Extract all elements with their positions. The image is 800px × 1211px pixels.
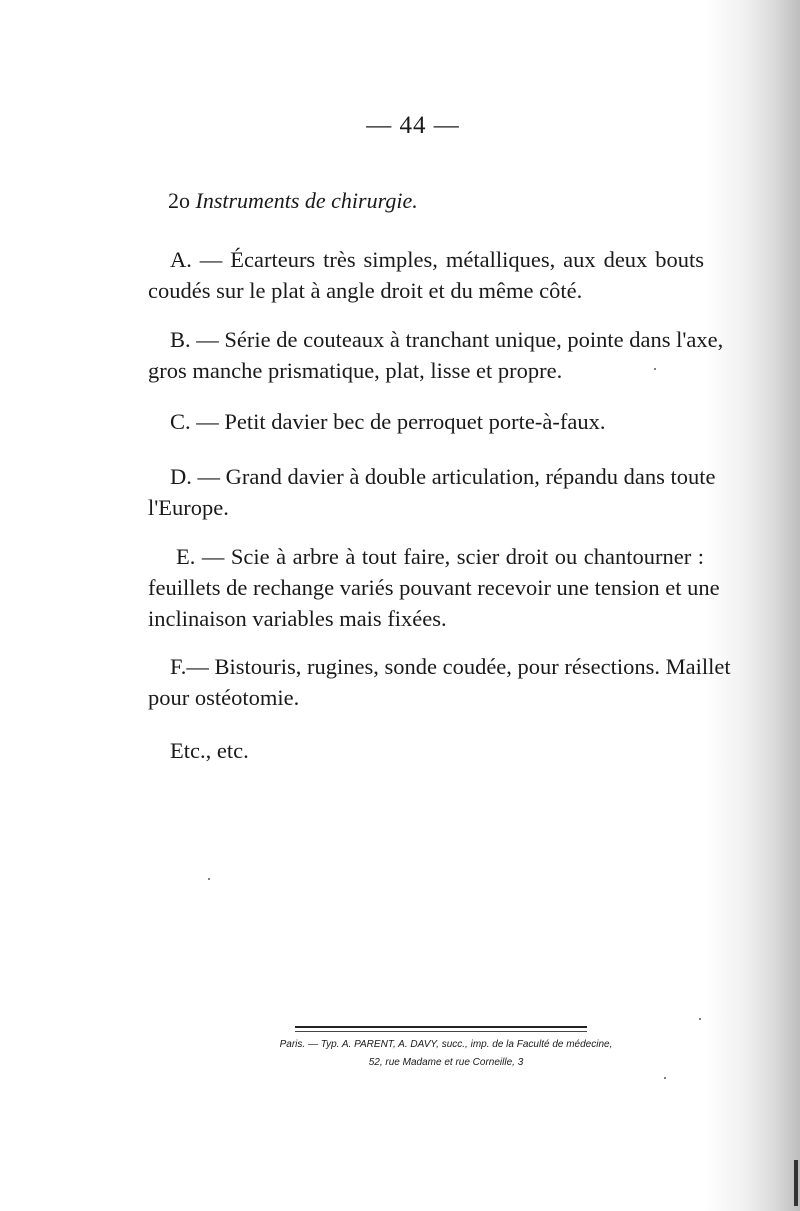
paper-speck	[664, 1077, 666, 1079]
section-title: Instruments de chirurgie.	[195, 188, 418, 213]
paper-speck	[208, 878, 210, 880]
closing-etc	[148, 735, 704, 766]
item-line: E. — Scie à arbre à tout faire, scier droit ou chantourner :	[176, 544, 704, 569]
item-line: l'Europe.	[148, 495, 229, 520]
list-item-a	[148, 244, 704, 306]
printer-imprint	[250, 1036, 642, 1072]
imprint-line: Paris. — Typ. A. PARENT, A. DAVY, succ., imp. de la Faculté de médecine,	[279, 1039, 613, 1050]
section-heading	[168, 188, 418, 214]
item-line: D. — Grand davier à double articulation, répandu dans toute	[170, 464, 716, 489]
item-line: C. — Petit davier bec de perroquet porte-à-faux.	[170, 409, 606, 434]
item-line: F.— Bistouris, rugines, sonde coudée, pour résections. Maillet	[170, 654, 731, 679]
list-item-d	[148, 461, 716, 523]
list-item-f	[148, 651, 731, 713]
item-line: Etc., etc.	[170, 738, 249, 763]
item-line: A. — Écarteurs très simples, métalliques, aux deux bouts	[170, 247, 704, 272]
list-item-b	[148, 324, 724, 386]
item-line: gros manche prismatique, plat, lisse et propre.	[148, 358, 563, 383]
imprint-line: 52, rue Madame et rue Corneille, 3	[368, 1057, 524, 1068]
item-line: inclinaison variables mais fixées.	[148, 606, 447, 631]
paper-speck	[654, 368, 656, 370]
footer-rule-thin	[295, 1031, 587, 1032]
item-line: pour ostéotomie.	[148, 685, 300, 710]
paper-speck	[699, 1018, 701, 1020]
item-line: coudés sur le plat à angle droit et du même côté.	[148, 278, 583, 303]
binding-edge-mark	[794, 1160, 798, 1206]
footer-rule	[295, 1026, 587, 1028]
section-number: 2o	[168, 188, 190, 213]
list-item-c	[148, 406, 704, 437]
page-number: — 44 —	[366, 112, 460, 139]
item-line: feuillets de rechange variés pouvant recevoir une tension et une	[148, 575, 720, 600]
list-item-e	[148, 541, 720, 634]
item-line: B. — Série de couteaux à tranchant unique, pointe dans l'axe,	[170, 327, 724, 352]
